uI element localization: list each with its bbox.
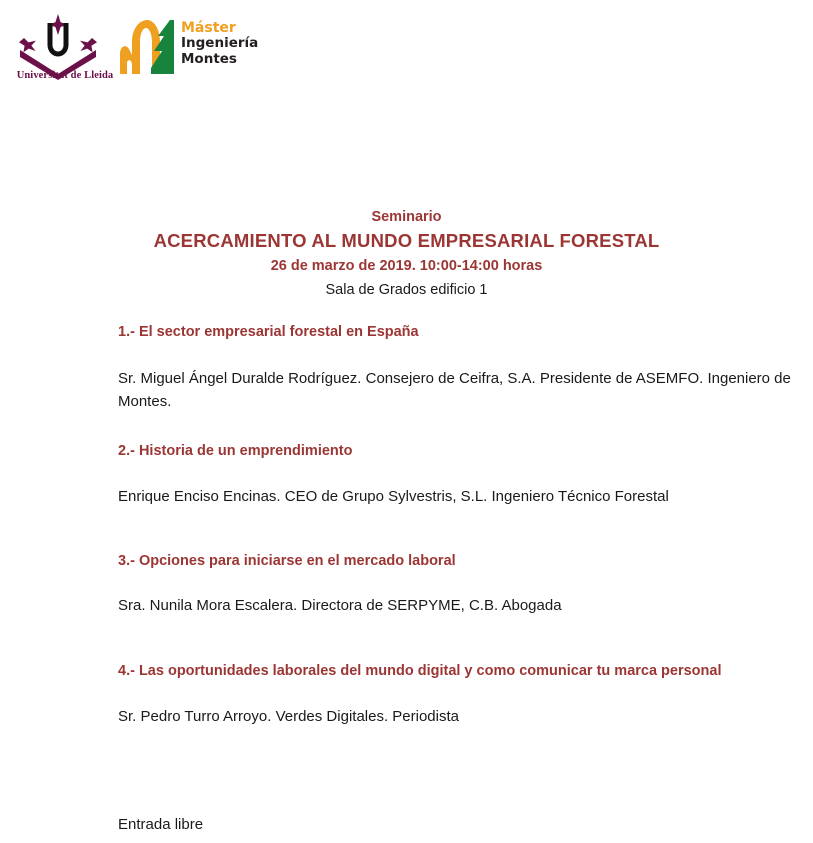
page-title: ACERCAMIENTO AL MUNDO EMPRESARIAL FORESTAL (153, 230, 660, 251)
section-heading: 2.- Historia de un emprendimiento (118, 443, 353, 459)
program-section (118, 661, 798, 728)
university-logo-caption: Universitat de Lleida (16, 70, 114, 81)
program-section (118, 551, 798, 617)
master-logo-line-2: Ingeniería (181, 35, 259, 52)
universitat-de-lleida-logo (10, 12, 114, 81)
document-header (0, 0, 813, 100)
program-section (118, 441, 798, 508)
admission-note: Entrada libre (118, 816, 204, 833)
program-sections (118, 322, 798, 728)
master-ingenieria-montes-logo (118, 18, 268, 78)
section-speaker: Sr. Pedro Turro Arroyo. Verdes Digitales. Periodista (118, 708, 459, 725)
event-datetime: 26 de marzo de 2019. 10:00-14:00 horas (270, 258, 543, 274)
master-logo-line-1: Máster (181, 20, 236, 36)
seminar-kicker: Seminario (371, 209, 442, 225)
event-location: Sala de Grados edificio 1 (325, 282, 488, 298)
master-logo-wordmark (181, 20, 258, 67)
master-montes-mountain-tree-icon (118, 18, 178, 76)
program-section (118, 322, 798, 413)
section-heading: 1.- El sector empresarial forestal en España (118, 324, 419, 340)
section-heading: 4.- Las oportunidades laborales del mundo digital y como comunicar tu marca personal (118, 663, 722, 679)
section-speaker: Sra. Nunila Mora Escalera. Directora de SERPYME, C.B. Abogada (118, 597, 562, 614)
title-block (0, 206, 813, 302)
master-logo-line-3: Montes (181, 50, 237, 67)
section-heading: 3.- Opciones para iniciarse en el mercado laboral (118, 553, 456, 569)
section-speaker: Enrique Enciso Encinas. CEO de Grupo Sylvestris, S.L. Ingeniero Técnico Forestal (118, 488, 669, 505)
section-speaker: Sr. Miguel Ángel Duralde Rodríguez. Consejero de Ceifra, S.A. Presidente de ASEMFO. Ingeniero de Montes. (118, 370, 791, 410)
